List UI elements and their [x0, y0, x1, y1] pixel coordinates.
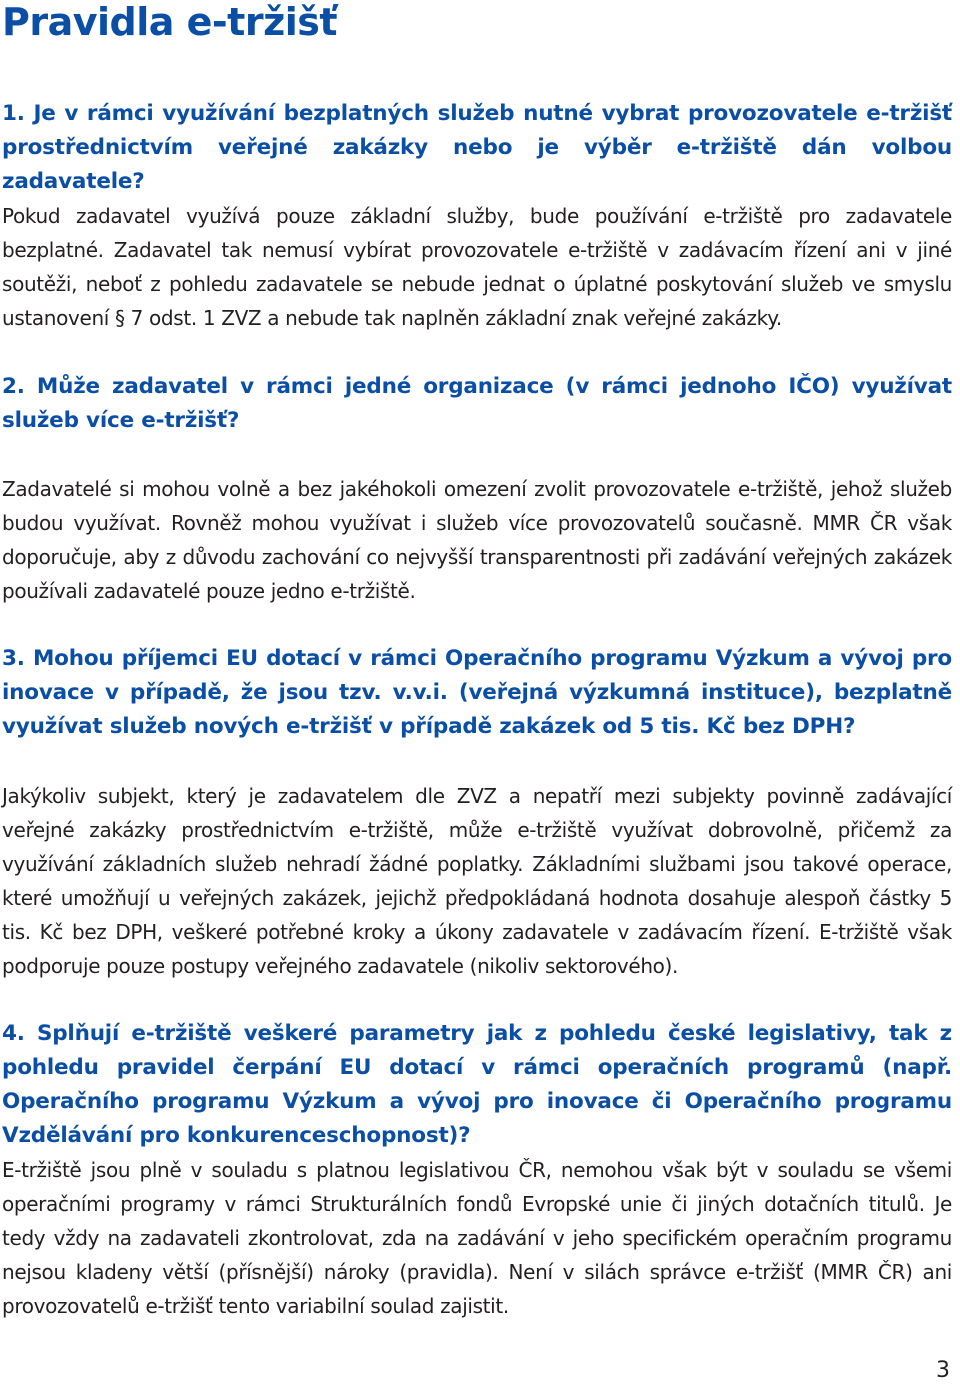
- question-heading: 2. Může zadavatel v rámci jedné organizace (v rámci jednoho IČO) využívat služeb více e-tržišť?: [2, 374, 952, 433]
- answer-paragraph: E-tržiště jsou plně v souladu s platnou legislativou ČR, nemohou však být v souladu se všemi operačními programy v rámci Strukturálních fondů Evropské unie či jiných dotačních titulů. Je tedy vždy na zadavateli zkontrolovat, zda na zadávání v jeho specifickém operačním programu nejsou kladeny větší (přísnější) nároky (pravidla). Není v silách správce e-tržišť (MMR ČR) ani provozovatelů e-tržišť tento variabilní soulad zajistit.: [2, 1158, 952, 1318]
- answer-paragraph: Jakýkoliv subjekt, který je zadavatelem dle ZVZ a nepatří mezi subjekty povinně zadávající veřejné zakázky prostřednictvím e-tržiště, může e-tržiště využívat dobrovolně, přičemž za využívání základních služeb nehradí žádné poplatky. Základními službami jsou takové operace, které umožňují u veřejných zakázek, jejichž předpokládaná hodnota dosahuje alespoň částky 5 tis. Kč bez DPH, veškeré potřebné kroky a úkony zadavatele v zadávacím řízení. E-tržiště však podporuje pouze postupy veřejného zadavatele (nikoliv sektorového).: [2, 784, 952, 978]
- answer-paragraph: Zadavatelé si mohou volně a bez jakéhokoli omezení zvolit provozovatele e-tržiště, jehož služeb budou využívat. Rovněž mohou využívat i služeb více provozovatelů současně. MMR ČR však doporučuje, aby z důvodu zachování co nejvyšší transparentnosti při zadávání veřejných zakázek používali zadavatelé pouze jedno e-tržiště.: [2, 477, 952, 603]
- page-title: Pravidla e-tržišť: [2, 0, 338, 44]
- question-heading: 4. Splňují e-tržiště veškeré parametry jak z pohledu české legislativy, tak z pohledu pravidel čerpání EU dotací v rámci operačních programů (např. Operačního programu Výzkum a vývoj pro inovace či Operačního programu Vzdělávání pro konkurenceschopnost)?: [2, 1021, 952, 1148]
- page-number: 3: [936, 1358, 950, 1383]
- question-heading: 1. Je v rámci využívání bezplatných služeb nutné vybrat provozovatele e-tržišť prostřednictvím veřejné zakázky nebo je výběr e-tržiště dán volbou zadavatele?: [2, 101, 952, 194]
- question-heading: 3. Mohou příjemci EU dotací v rámci Operačního programu Výzkum a vývoj pro inovace v případě, že jsou tzv. v.v.i. (veřejná výzkumná instituce), bezplatně využívat služeb nových e-tržišť v případě zakázek od 5 tis. Kč bez DPH?: [2, 646, 952, 739]
- answer-paragraph: Pokud zadavatel využívá pouze základní služby, bude používání e-tržiště pro zadavatele bezplatné. Zadavatel tak nemusí vybírat provozovatele e-tržiště v zadávacím řízení ani v jiné soutěži, neboť z pohledu zadavatele se nebude jednat o úplatné poskytování služeb ve smyslu ustanovení § 7 odst. 1 ZVZ a nebude tak naplněn základní znak veřejné zakázky.: [2, 204, 952, 330]
